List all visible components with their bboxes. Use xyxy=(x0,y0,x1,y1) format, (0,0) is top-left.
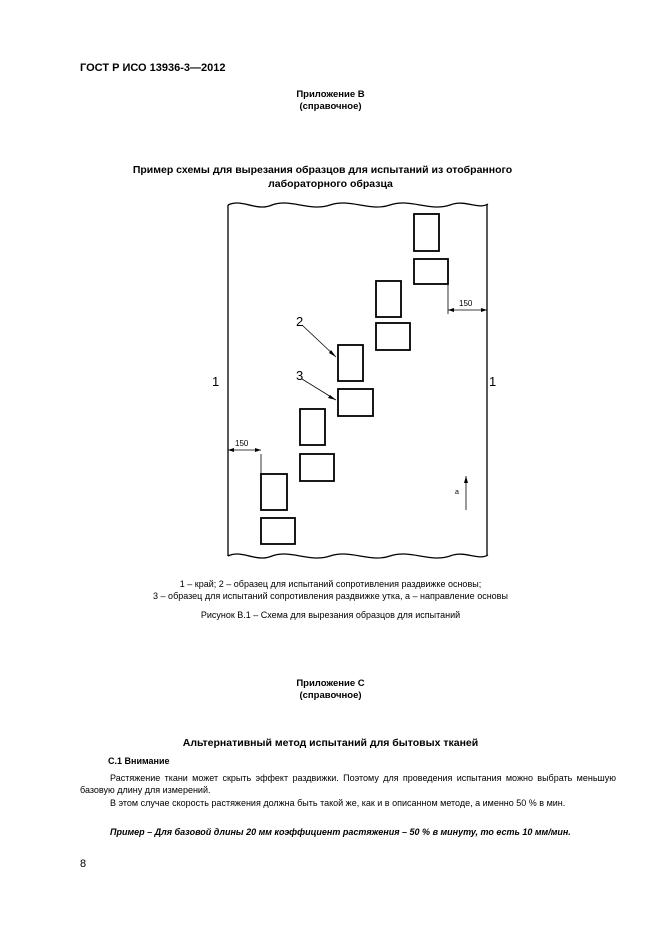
label-warp-specimen: 2 xyxy=(296,314,304,329)
specimen-weft xyxy=(261,518,295,544)
example-note: Пример – Для базовой длины 20 мм коэффициент растяжения – 50 % в минуту, то есть 10 мм/мин. xyxy=(110,827,571,837)
section-heading: С.1 Внимание xyxy=(108,756,170,766)
dimension-label-bottom: 150 xyxy=(235,439,249,448)
paragraph-2: В этом случае скорость растяжения должна быть такой же, как и в описанном методе, а именно 50 % в мин. xyxy=(110,798,566,808)
appendix-b-heading-line1: Пример схемы для вырезания образцов для испытаний из отобранного xyxy=(132,164,513,176)
specimen-warp xyxy=(338,345,363,381)
dimension-label-top: 150 xyxy=(459,299,473,308)
specimen-warp xyxy=(300,409,325,445)
appendix-c-title: Приложение С xyxy=(296,678,365,689)
specimen-warp xyxy=(414,214,439,251)
label-edge-right: 1 xyxy=(489,374,497,389)
fabric-bottom-edge xyxy=(228,554,488,558)
appendix-c-heading: Альтернативный метод испытаний для бытовых тканей xyxy=(182,737,479,749)
specimen-warp xyxy=(376,281,401,317)
direction-label: a xyxy=(455,489,459,496)
specimen-weft xyxy=(338,389,373,416)
fabric-top-edge xyxy=(228,203,488,207)
page-number: 8 xyxy=(80,858,87,870)
specimen-warp xyxy=(261,474,287,510)
figure-legend-line1: 1 – край; 2 – образец для испытаний сопротивления раздвижке основы; xyxy=(179,579,482,589)
label-weft-specimen: 3 xyxy=(296,368,304,383)
appendix-b-heading-line2: лабораторного образца xyxy=(268,178,393,190)
specimen-weft xyxy=(376,323,410,350)
document-header: ГОСТ Р ИСО 13936-3—2012 xyxy=(80,62,226,74)
specimen-weft xyxy=(300,454,334,481)
appendix-b-title: Приложение В xyxy=(296,89,365,100)
appendix-c-subtitle: (справочное) xyxy=(299,690,362,701)
label-edge-left: 1 xyxy=(212,374,220,389)
figure-legend-line2: 3 – образец для испытаний сопротивления раздвижке утка, а – направление основы xyxy=(153,591,508,601)
appendix-b-subtitle: (справочное) xyxy=(299,101,362,112)
specimen-weft xyxy=(414,259,448,284)
figure-caption: Рисунок В.1 – Схема для вырезания образцов для испытаний xyxy=(200,610,461,620)
paragraph-1: Растяжение ткани может скрыть эффект раздвижки. Поэтому для проведения испытания можно выбрать меньшую базовую длину для измерений. xyxy=(80,773,616,795)
